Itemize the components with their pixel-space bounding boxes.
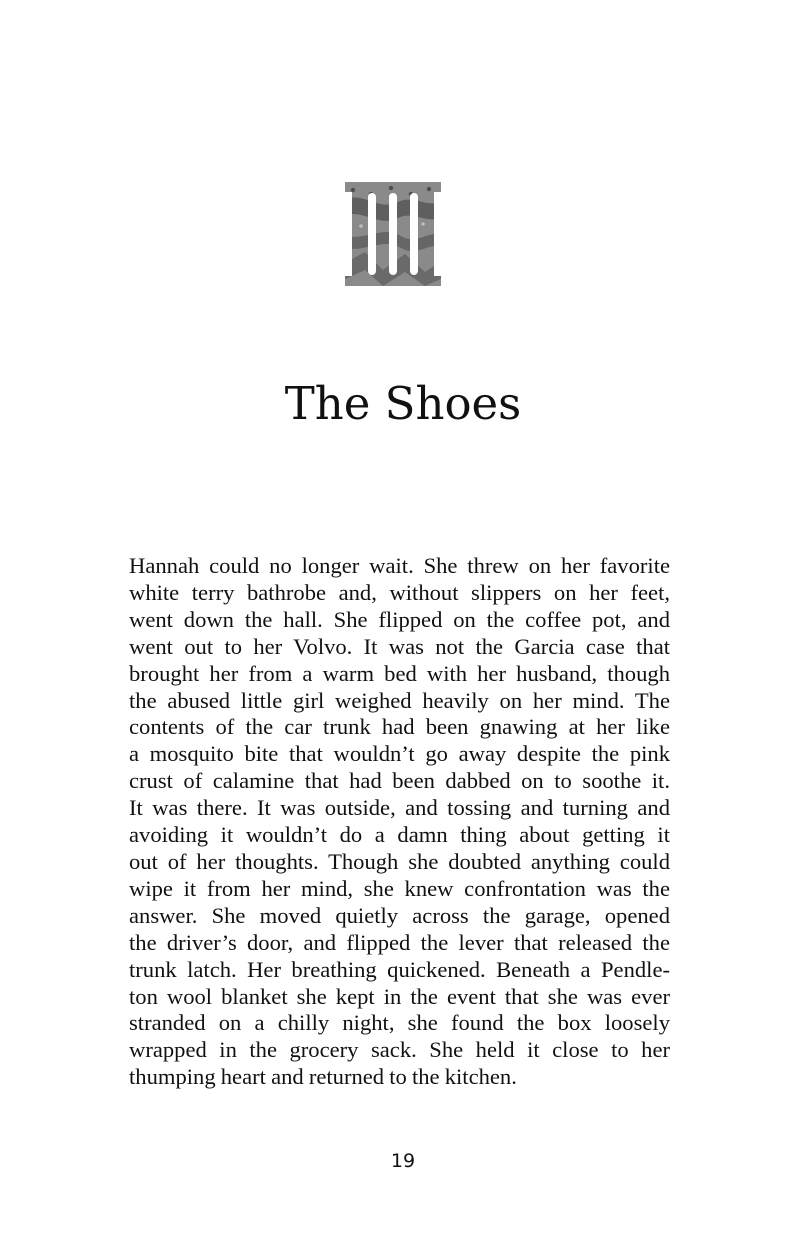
text-line: white terry bathrobe and, without slippers on her feet, [129,579,670,605]
text-line: crust of calamine that had been dabbed on to soothe it. [129,768,670,794]
text-line: Hannah could no longer wait. She threw on her favorite [129,553,670,578]
text-line: avoiding it wouldn’t do a damn thing about getting it [129,822,670,848]
chapter-numeral-ornament [343,182,443,286]
chapter-title: The Shoes [284,377,522,430]
text-line: It was there. It was outside, and tossing and turning and [129,795,670,821]
text-line: went out to her Volvo. It was not the Garcia case that [129,633,670,659]
text-line: stranded on a chilly night, she found the box loosely [129,1010,670,1036]
text-line: out of her thoughts. Though she doubted anything could [129,848,670,874]
text-line: trunk latch. Her breathing quickened. Beneath a Pendle- [129,956,670,982]
text-line: the abused little girl weighed heavily on her mind. The [129,687,670,713]
text-line: the driver’s door, and flipped the lever that released the [129,929,670,955]
text-line: ton wool blanket she kept in the event that she was ever [129,983,670,1009]
text-line: wipe it from her mind, she knew confrontation was the [129,875,670,901]
text-line: contents of the car trunk had been gnawing at her like [129,714,670,740]
text-line: brought her from a warm bed with her husband, though [129,660,670,686]
text-line: thumping heart and returned to the kitchen. [129,1064,517,1090]
page-number: 19 [390,1150,416,1172]
text-line: answer. She moved quietly across the garage, opened [129,902,670,928]
text-line: a mosquito bite that wouldn’t go away despite the pink [129,741,670,767]
text-line: wrapped in the grocery sack. She held it close to her [129,1037,670,1063]
chapter-body-text [129,553,670,1091]
text-line: went down the hall. She flipped on the coffee pot, and [129,606,670,632]
